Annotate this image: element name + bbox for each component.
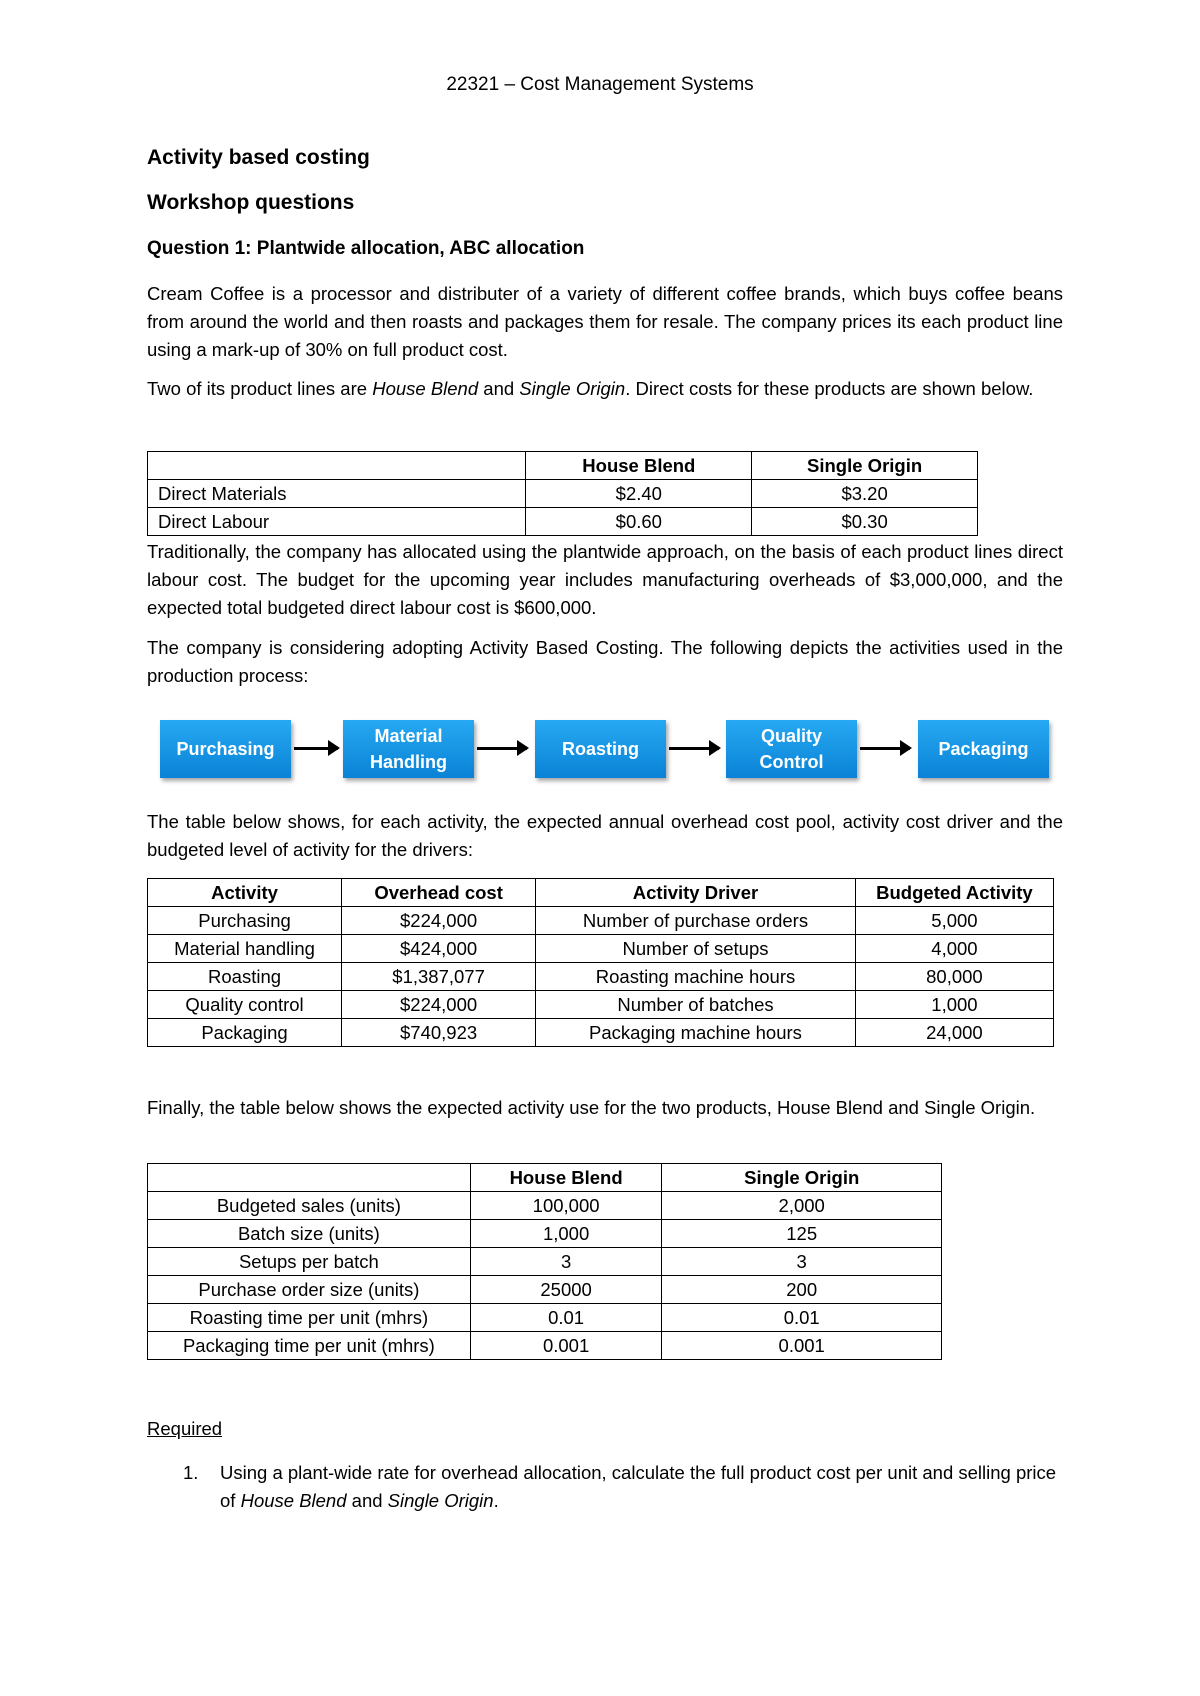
product-single-origin: Single Origin <box>519 378 626 399</box>
flow-step-quality-control <box>726 720 857 778</box>
list-item-number: 1. <box>183 1462 199 1483</box>
flow-step-purchasing <box>160 720 291 778</box>
table-cell: 5,000 <box>855 907 1053 935</box>
table-cell: 4,000 <box>855 935 1053 963</box>
direct-costs-table <box>147 451 978 536</box>
table-row <box>148 508 978 536</box>
table-cell: Roasting machine hours <box>536 963 856 991</box>
table-cell: $3.20 <box>752 480 978 508</box>
product-house-blend: House Blend <box>372 378 479 399</box>
table-row <box>148 1220 942 1248</box>
products-text-b: . Direct costs for these products are shown below. <box>625 378 1034 399</box>
table-cell: $2.40 <box>526 480 752 508</box>
table-cell: 1,000 <box>470 1220 662 1248</box>
flow-step-label: Control <box>759 752 824 772</box>
required-label: Required <box>147 1418 223 1439</box>
activity-usage-table <box>147 1163 942 1360</box>
process-flow-diagram <box>160 720 1050 782</box>
table-header-cell <box>148 1164 471 1192</box>
table-row <box>148 1304 942 1332</box>
table-cell: 0.001 <box>662 1332 942 1360</box>
table-cell: 0.01 <box>470 1304 662 1332</box>
table-cell: 125 <box>662 1220 942 1248</box>
flow-step-label: Roasting <box>561 739 639 759</box>
products-text-a: Two of its product lines are <box>147 378 373 399</box>
table-cell: 1,000 <box>855 991 1053 1019</box>
table-header-row <box>148 1164 942 1192</box>
table-row <box>148 480 978 508</box>
table-cell: $0.30 <box>752 508 978 536</box>
table-cell: Packaging machine hours <box>536 1019 856 1047</box>
table-row <box>148 907 1054 935</box>
flow-step-label: Material <box>374 726 443 746</box>
table-cell: Quality control <box>148 991 342 1019</box>
table-cell: Direct Materials <box>148 480 526 508</box>
flow-step-packaging <box>918 720 1049 778</box>
table-row <box>148 991 1054 1019</box>
document-title: Activity based costing <box>147 146 370 169</box>
list-item-text <box>220 1459 1063 1515</box>
table-cell: Setups per batch <box>148 1248 471 1276</box>
abc-paragraph: The company is considering adopting Activity Based Costing. The following depicts the activities used in the production process: <box>147 637 1063 686</box>
table-cell: Direct Labour <box>148 508 526 536</box>
table-cell: 3 <box>470 1248 662 1276</box>
arrow-right-icon <box>477 747 527 750</box>
table-cell: 3 <box>662 1248 942 1276</box>
table-row <box>148 1276 942 1304</box>
table-cell: $0.60 <box>526 508 752 536</box>
table-cell: Number of batches <box>536 991 856 1019</box>
table-cell: Packaging <box>148 1019 342 1047</box>
table-cell: 0.001 <box>470 1332 662 1360</box>
table-cell: $224,000 <box>342 991 536 1019</box>
table-header-cell: Activity <box>148 879 342 907</box>
usage-paragraph: Finally, the table below shows the expected activity use for the two products, House Blend and Single Origin. <box>147 1097 1036 1118</box>
table-cell: 2,000 <box>662 1192 942 1220</box>
table-header-row <box>148 879 1054 907</box>
table-row <box>148 1332 942 1360</box>
table-header-cell: House Blend <box>470 1164 662 1192</box>
table-header-cell: Single Origin <box>662 1164 942 1192</box>
flow-step-label: Quality <box>760 726 822 746</box>
table-cell: 100,000 <box>470 1192 662 1220</box>
table-cell: $224,000 <box>342 907 536 935</box>
intro-paragraph: Cream Coffee is a processor and distributer of a variety of different coffee brands, which buys coffee beans from around the world and then roasts and packages them for resale. The company prices its each product line using a mark-up of 30% on full product cost. <box>147 283 1063 360</box>
table-cell: Roasting time per unit (mhrs) <box>148 1304 471 1332</box>
table-cell: 24,000 <box>855 1019 1053 1047</box>
table-header-cell: Single Origin <box>752 452 978 480</box>
flow-step-label: Handling <box>370 752 447 772</box>
table-row <box>148 963 1054 991</box>
flow-step-label: Packaging <box>938 739 1029 759</box>
table-row <box>148 1192 942 1220</box>
table-header-cell: House Blend <box>526 452 752 480</box>
table-header-cell: Budgeted Activity <box>855 879 1053 907</box>
table-header-cell: Overhead cost <box>342 879 536 907</box>
table-header-cell: Activity Driver <box>536 879 856 907</box>
table-cell: Batch size (units) <box>148 1220 471 1248</box>
activity-paragraph: The table below shows, for each activity, the expected annual overhead cost pool, activity cost driver and the budgeted level of activity for the drivers: <box>147 811 1063 860</box>
required-text-a: Using a plant-wide rate for overhead allocation, calculate the full product cost per unit and selling price of <box>220 1462 1057 1511</box>
document-subtitle: Workshop questions <box>147 191 355 214</box>
table-cell: 80,000 <box>855 963 1053 991</box>
table-header-row <box>148 452 978 480</box>
products-text-and: and <box>478 378 520 399</box>
question-heading: Question 1: Plantwide allocation, ABC allocation <box>147 238 585 259</box>
table-cell: $424,000 <box>342 935 536 963</box>
table-cell: $1,387,077 <box>342 963 536 991</box>
arrow-right-icon <box>294 747 338 750</box>
table-cell: Purchase order size (units) <box>148 1276 471 1304</box>
table-cell: $740,923 <box>342 1019 536 1047</box>
page-header: 22321 – Cost Management Systems <box>446 74 754 95</box>
table-cell: Budgeted sales (units) <box>148 1192 471 1220</box>
table-cell: Number of purchase orders <box>536 907 856 935</box>
required-text-and: and <box>346 1490 388 1511</box>
table-header-cell <box>148 452 526 480</box>
table-row <box>148 935 1054 963</box>
flow-step-material-handling <box>343 720 474 778</box>
table-row <box>148 1248 942 1276</box>
product-single-origin: Single Origin <box>387 1490 494 1511</box>
table-cell: Number of setups <box>536 935 856 963</box>
table-cell: Material handling <box>148 935 342 963</box>
table-cell: 0.01 <box>662 1304 942 1332</box>
product-house-blend: House Blend <box>240 1490 347 1511</box>
table-cell: Purchasing <box>148 907 342 935</box>
table-cell: 200 <box>662 1276 942 1304</box>
flow-step-label: Purchasing <box>176 739 275 759</box>
arrow-right-icon <box>669 747 719 750</box>
table-cell: Packaging time per unit (mhrs) <box>148 1332 471 1360</box>
plantwide-paragraph: Traditionally, the company has allocated using the plantwide approach, on the basis of each product lines direct labour cost. The budget for the upcoming year includes manufacturing overheads of $3,000,000, and the expected total budgeted direct labour cost is $600,000. <box>147 541 1063 618</box>
activity-table <box>147 878 1054 1047</box>
table-cell: Roasting <box>148 963 342 991</box>
products-paragraph <box>147 375 1063 403</box>
required-text-end: . <box>493 1490 499 1511</box>
table-row <box>148 1019 1054 1047</box>
flow-step-roasting <box>535 720 666 778</box>
table-cell: 25000 <box>470 1276 662 1304</box>
arrow-right-icon <box>860 747 910 750</box>
